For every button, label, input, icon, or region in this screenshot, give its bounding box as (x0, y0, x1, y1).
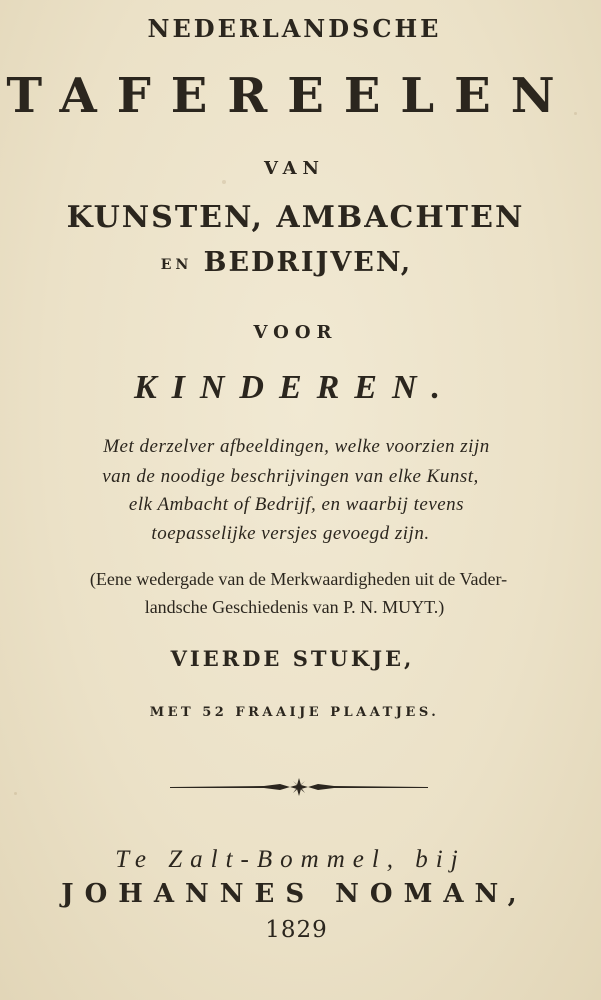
title-main-tafereelen: TAFEREELEN (6, 68, 575, 124)
description-line-2: van de noodige beschrijvingen van elke Kunst, (102, 466, 479, 487)
title-line-kinderen: KINDEREN. (133, 369, 456, 406)
title-line-voor: VOOR (253, 322, 338, 343)
imprint-place: Te Zalt-Bommel, bij (115, 846, 466, 873)
rule-ornament (168, 770, 430, 800)
paper-spot (14, 792, 17, 795)
title-word-en: EN (160, 257, 193, 273)
plates-line: MET 52 FRAAIJE PLAATJES. (149, 705, 440, 720)
imprint-publisher: JOHANNES NOMAN, (61, 879, 528, 909)
description-line-3: elk Ambacht of Bedrijf, en waarbij tevens (128, 494, 465, 515)
title-line-nederlandsche: NEDERLANDSCHE (147, 14, 442, 43)
paper-spot (222, 180, 226, 184)
title-line-kunsten-ambachten: KUNSTEN, AMBACHTEN (66, 200, 525, 235)
title-line-van: VAN (264, 158, 325, 179)
title-word-bedrijven: BEDRIJVEN, (203, 247, 413, 278)
description-line-1: Met derzelver afbeeldingen, welke voorzien zijn (103, 436, 490, 457)
note-line-1: (Eene wedergade van de Merkwaardigheden uit de Vader- (89, 569, 508, 589)
description-line-4: toepasselijke versjes gevoegd zijn. (151, 523, 430, 544)
note-line-2: landsche Geschiedenis van P. N. MUYT.) (144, 597, 445, 617)
part-heading: VIERDE STUKJE, (170, 646, 415, 671)
title-line-en-bedrijven (0, 247, 587, 278)
imprint-year: 1829 (265, 917, 328, 943)
